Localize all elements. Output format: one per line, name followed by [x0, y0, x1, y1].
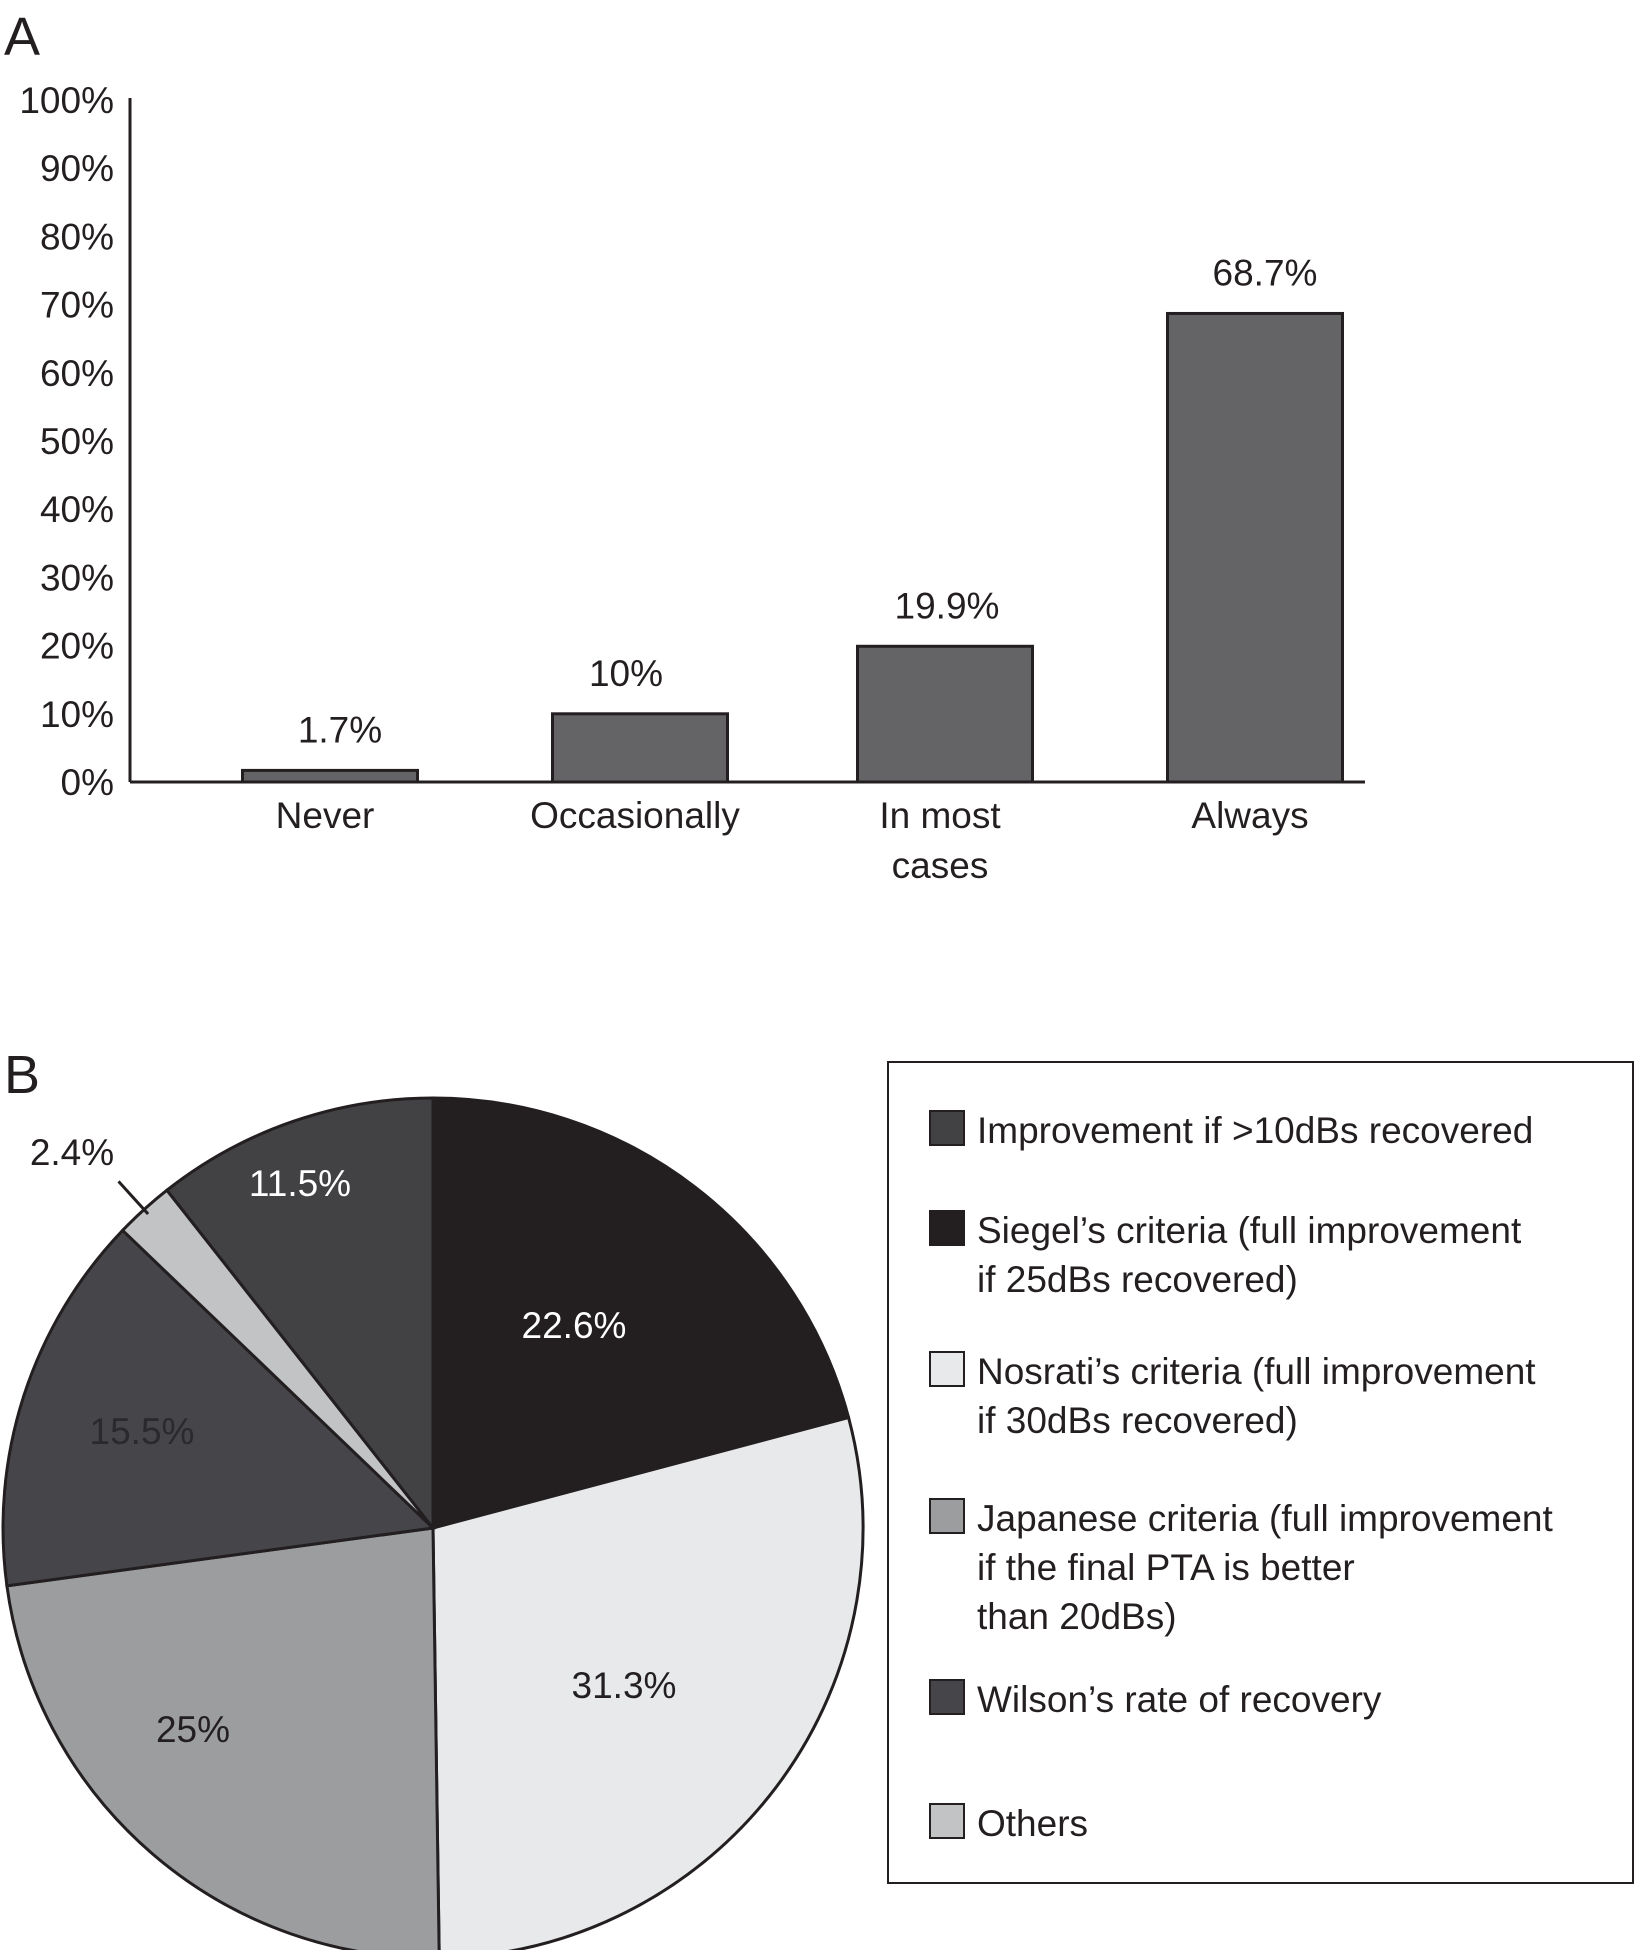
x-category-label: In most: [879, 795, 1001, 836]
pie-legend: [887, 1061, 1634, 1884]
legend-label: Japanese criteria (full improvement if the final PTA is better than 20dBs): [977, 1498, 1553, 1637]
panel-label-b: B: [4, 1045, 41, 1105]
legend-item: [929, 1347, 1622, 1445]
bar: [858, 646, 1033, 782]
y-tick-label: 90%: [39, 148, 114, 190]
y-tick-label: 80%: [39, 216, 114, 258]
y-tick-label: 60%: [39, 352, 114, 394]
slice-label: 11.5%: [248, 1163, 352, 1204]
y-tick-label: 10%: [39, 693, 114, 735]
panel-label-a: A: [4, 7, 41, 67]
legend-label: Nosrati’s criteria (full improvement if 30dBs recovered): [977, 1351, 1536, 1441]
legend-label: Improvement if >10dBs recovered: [977, 1110, 1534, 1151]
bar: [1168, 313, 1343, 782]
slice-label: 2.4%: [29, 1132, 115, 1173]
bar-value-label: 68.7%: [1212, 252, 1318, 294]
legend-item: [929, 1675, 1622, 1724]
slice-label: 31.3%: [571, 1665, 677, 1706]
legend-item: [929, 1799, 1622, 1848]
legend-swatch: [929, 1498, 965, 1534]
slice-label: 15.5%: [89, 1411, 195, 1452]
bar-value-label: 19.9%: [894, 585, 1000, 627]
x-category-label: cases: [891, 845, 989, 886]
legend-swatch: [929, 1110, 965, 1146]
bar-chart: [0, 0, 1400, 900]
y-tick-label: 30%: [39, 557, 114, 599]
y-tick-label: 0%: [60, 762, 114, 803]
legend-label: Wilson’s rate of recovery: [977, 1679, 1382, 1720]
x-category-label: Never: [275, 795, 375, 836]
bar: [243, 770, 418, 782]
legend-swatch: [929, 1351, 965, 1387]
legend-item: [929, 1494, 1622, 1641]
slice-label: 25%: [155, 1709, 231, 1750]
legend-swatch: [929, 1803, 965, 1839]
y-tick-label: 40%: [39, 489, 114, 531]
bar-value-label: 1.7%: [297, 709, 383, 751]
pie-chart: [0, 1045, 880, 1950]
legend-swatch: [929, 1679, 965, 1715]
legend-item: [929, 1206, 1622, 1304]
slice-label: 22.6%: [521, 1305, 627, 1346]
slice-leader-line: [119, 1181, 149, 1214]
y-tick-label: 70%: [39, 284, 114, 326]
x-category-label: Occasionally: [530, 795, 740, 836]
y-tick-label: 20%: [39, 625, 114, 667]
bar-value-label: 10%: [588, 652, 664, 694]
y-tick-label: 100%: [19, 80, 114, 121]
x-category-label: Always: [1191, 795, 1309, 836]
legend-label: Others: [977, 1803, 1089, 1844]
legend-item: [929, 1106, 1622, 1155]
bar: [553, 714, 728, 782]
legend-swatch: [929, 1210, 965, 1246]
legend-label: Siegel’s criteria (full improvement if 25dBs recovered): [977, 1210, 1522, 1300]
y-tick-label: 50%: [39, 421, 114, 462]
